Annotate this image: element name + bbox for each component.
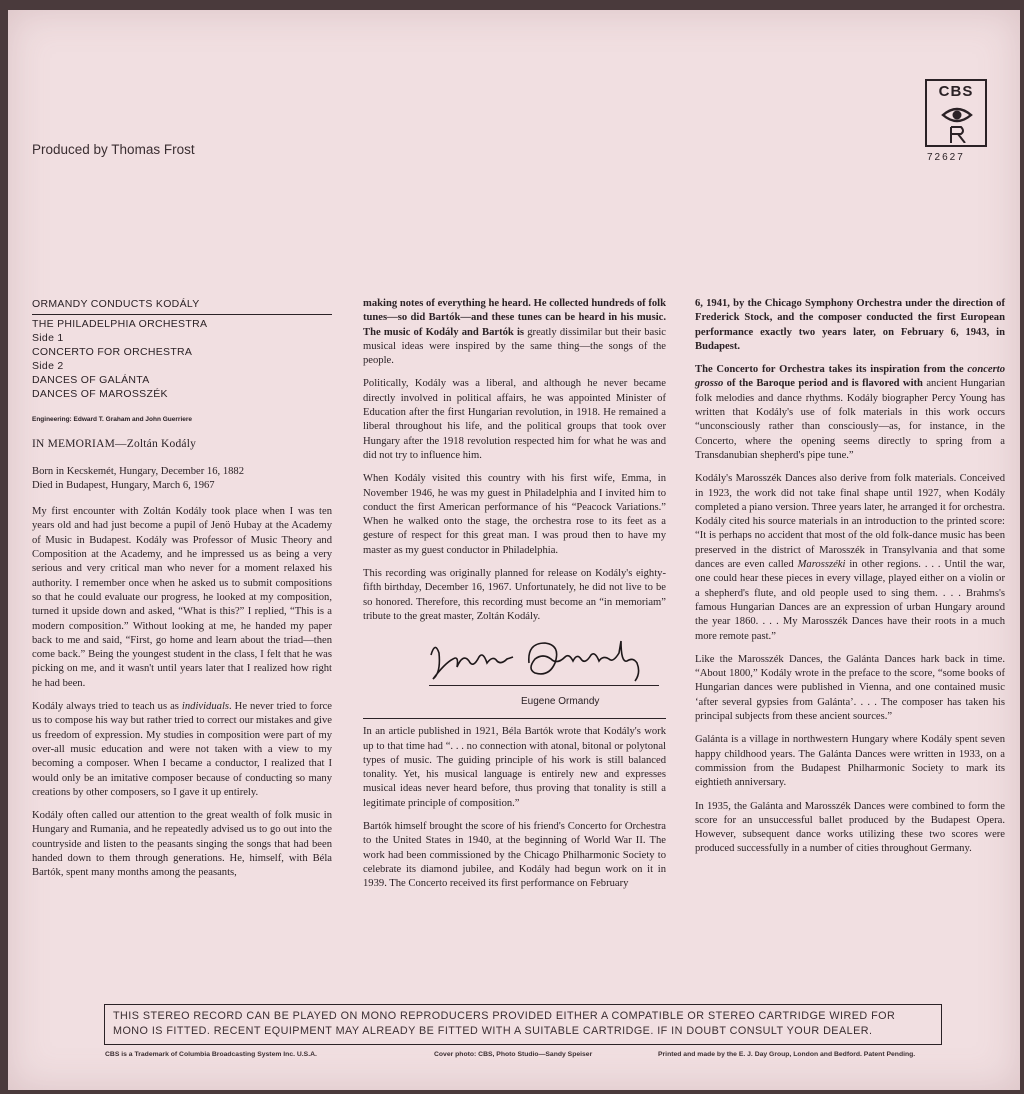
side-1-track: CONCERTO FOR ORCHESTRA	[32, 346, 193, 358]
album-title: ORMANDY CONDUCTS KODÁLY	[32, 298, 200, 310]
paragraph: Like the Marosszék Dances, the Galánta Dances hark back in time. “About 1800,” Kodály wrote in the preface to the score, “some books of Hungarian dances were published in Vienna, and one contained music ‘after several gypsies from Galánta’. . . . The composer has taken his principal subjects from these ancient sources.”	[695, 653, 1005, 723]
side-1-label: Side 1	[32, 332, 64, 344]
paragraph: Kodály's Marosszék Dances also derive from folk materials. Conceived in 1923, the work did not take final shape until 1927, when Kodály completed a piano version. Three years later, he arranged it for orchestra. Kodály cited his source materials in an introduction to the printed score: “It is perhaps no accident that most of the old folk-dance music has been preserved in the district of Marosszék in Transylvania and that some dances are even called Marosszéki in other regions. . . . Until the war, one could hear these pieces in every village, played either on a violin or a shepherd's flute, and old people used to sing them. . . . Brahms's famous Hungarian Dances are an expression of urban Hungary around the year 1860. . . . My Marosszék Dances have their roots in a much more remote past.”	[695, 473, 1005, 642]
cbs-eye-icon	[941, 103, 973, 143]
paragraph: making notes of everything he heard. He collected hundreds of folk tunes—so did Bartók—and these tunes can be heard in his music. The music of Kodály and Bartók is greatly dissimilar but their basic musical ideas were inspired by the same thing—the songs of the people.	[363, 298, 666, 367]
paragraph: Politically, Kodály was a liberal, and although he never became directly involved in political affairs, he was appointed Minister of Education after the first Hungarian revolution, in 1918. He remained a liberal throughout his life, and the political groups that took over Hungary after the 1918 revolution respected him for what he was and did not try to influence him.	[363, 378, 666, 461]
divider	[363, 718, 666, 719]
paragraph: In 1935, the Galánta and Marosszék Dances were combined to form the score for an unsuccessful ballet produced by the Budapest Opera. However, subsequent dance works utilizing these two scores were produced successfully in a number of cities throughout Germany.	[695, 800, 1005, 855]
paragraph: This recording was originally planned for release on Kodály's eighty-fifth birthday, December 16, 1967. Unfortunately, he did not live to be so honored. Therefore, this recording must become an “in memoriam” tribute to the great master, Zoltán Kodály.	[363, 568, 666, 622]
column-3	[695, 297, 1005, 866]
paragraph: When Kodály visited this country with his first wife, Emma, in November 1946, he was my guest in Philadelphia and I invited him to conduct the first American performance of his “Peacock Variations.” When he walked onto the stage, the orchestra rose to its feet as a gesture of respect for this great man. I was proud then to have my master as my guest conductor in Philadelphia.	[363, 473, 666, 556]
producer-credit: Produced by Thomas Frost	[32, 142, 195, 157]
signature-underline	[429, 685, 659, 686]
cbs-logo-text: CBS	[938, 83, 974, 100]
paragraph: The Concerto for Orchestra takes its inspiration from the concerto grosso of the Baroque period and is flavored with ancient Hungarian folk melodies and dance rhythms. Kodály biographer Percy Young has written that Kodály's use of folk materials in this work occurs “unconsciously rather than consciously—as, for instance, in the Concerto, where the opening seems directly to spring from a Transdanubian shepherd's pipe tune.”	[695, 364, 1005, 461]
cbs-logo	[925, 79, 987, 147]
printer-note: Printed and made by the E. J. Day Group, London and Bedford. Patent Pending.	[658, 1051, 916, 1058]
trademark-note: CBS is a Trademark of Columbia Broadcasting System Inc. U.S.A.	[105, 1051, 317, 1058]
died-line: Died in Budapest, Hungary, March 6, 1967	[32, 479, 215, 491]
side-2-track-2: DANCES OF MAROSSZÉK	[32, 388, 168, 400]
cover-photo-credit: Cover photo: CBS, Photo Studio—Sandy Speiser	[434, 1051, 593, 1058]
signature-block	[363, 633, 666, 718]
side-2-label: Side 2	[32, 360, 64, 372]
catalog-number: 72627	[927, 152, 965, 163]
memoriam-heading: IN MEMORIAM—Zoltán Kodály	[32, 438, 197, 451]
paragraph: My first encounter with Zoltán Kodály took place when I was ten years old and had just become a pupil of Jenö Hubay at the Academy of Music in Budapest. Kodály was Professor of Music Theory and Composition at the Academy, and he impressed us as being a very serious and very critical man who never for a moment relaxed his authority. I remember once when he asked us to submit compositions so that he could evaluate our progress, he looked at my composition, turned it upside down and asked, “What is this?” I replied, “This is a modern composition.” Without looking at me, he handed my paper back to me and said, “First, go home and learn about the triad—then come back.” Being the youngest student in the class, I felt that he was picking on me, and it wasn't until years later that I realized how right he had been.	[32, 506, 332, 689]
column-1	[32, 297, 332, 890]
paragraph: In an article published in 1921, Béla Bartók wrote that Kodály's work up to that time had “. . . no connection with atonal, bitonal or polytonal types of music. The guiding principle of his work is still balanced tonality. Yet, his musical language is entirely new and expresses musical ideas never heard before, thus proving that tonality is still a legitimate principle of composition.”	[363, 726, 666, 809]
column-2	[363, 297, 666, 901]
paragraph: 6, 1941, by the Chicago Symphony Orchestra under the direction of Frederick Stock, and the composer conducted the first European performance exactly two years later, on February 6, 1943, in Budapest.	[695, 298, 1005, 352]
side-2-track-1: DANCES OF GALÁNTA	[32, 374, 150, 386]
engineering-credit: Engineering: Edward T. Graham and John Guerriere	[32, 416, 193, 423]
born-line: Born in Kecskemét, Hungary, December 16, 1882	[32, 465, 245, 477]
paragraph: Galánta is a village in northwestern Hungary where Kodály spent seven happy childhood years. The Galánta Dances were written in 1933, on a commission from the Budapest Philharmonic Society to mark its eightieth anniversary.	[695, 734, 1005, 789]
divider	[32, 314, 332, 315]
paragraph: Kodály often called our attention to the great wealth of folk music in Hungary and Rumania, and he repeatedly advised us to go out into the countryside and listen to the peasants singing the songs that had been handed down to them through generations. He, himself, with Béla Bartók, spent many months among the peasants,	[32, 810, 332, 879]
paragraph: Bartók himself brought the score of his friend's Concerto for Orchestra to the United States in 1940, at the beginning of World War II. The work had been commissioned by the Chicago Philharmonic Society to celebrate its diamond jubilee, and Kodály had begun work on it in 1939. The Concerto received its first performance on February	[363, 821, 666, 890]
handwritten-signature	[423, 633, 663, 688]
signature-name: Eugene Ormandy	[521, 696, 600, 708]
birth-death-dates	[32, 465, 332, 494]
stereo-notice-box: THIS STEREO RECORD CAN BE PLAYED ON MONO REPRODUCERS PROVIDED EITHER A COMPATIBLE OR STEREO CARTRIDGE WIRED FOR MONO IS FITTED. RECENT EQUIPMENT MAY ALREADY BE FITTED WITH A SUITABLE CARTRIDGE. IF IN DOUBT CONSULT YOUR DEALER.	[104, 1004, 942, 1045]
paragraph: Kodály always tried to teach us as individuals. He never tried to force us to compose his way but rather tried to correct our mistakes and give us freedom of expression. My studies in composition were part of my over-all music education and were not taken with a view to my becoming a composer. When I became a conductor, I realized that I would only be an imitative composer because of conducting so many creations by other composers, so I gave it up entirely.	[32, 701, 332, 798]
orchestra-name: THE PHILADELPHIA ORCHESTRA	[32, 318, 208, 330]
